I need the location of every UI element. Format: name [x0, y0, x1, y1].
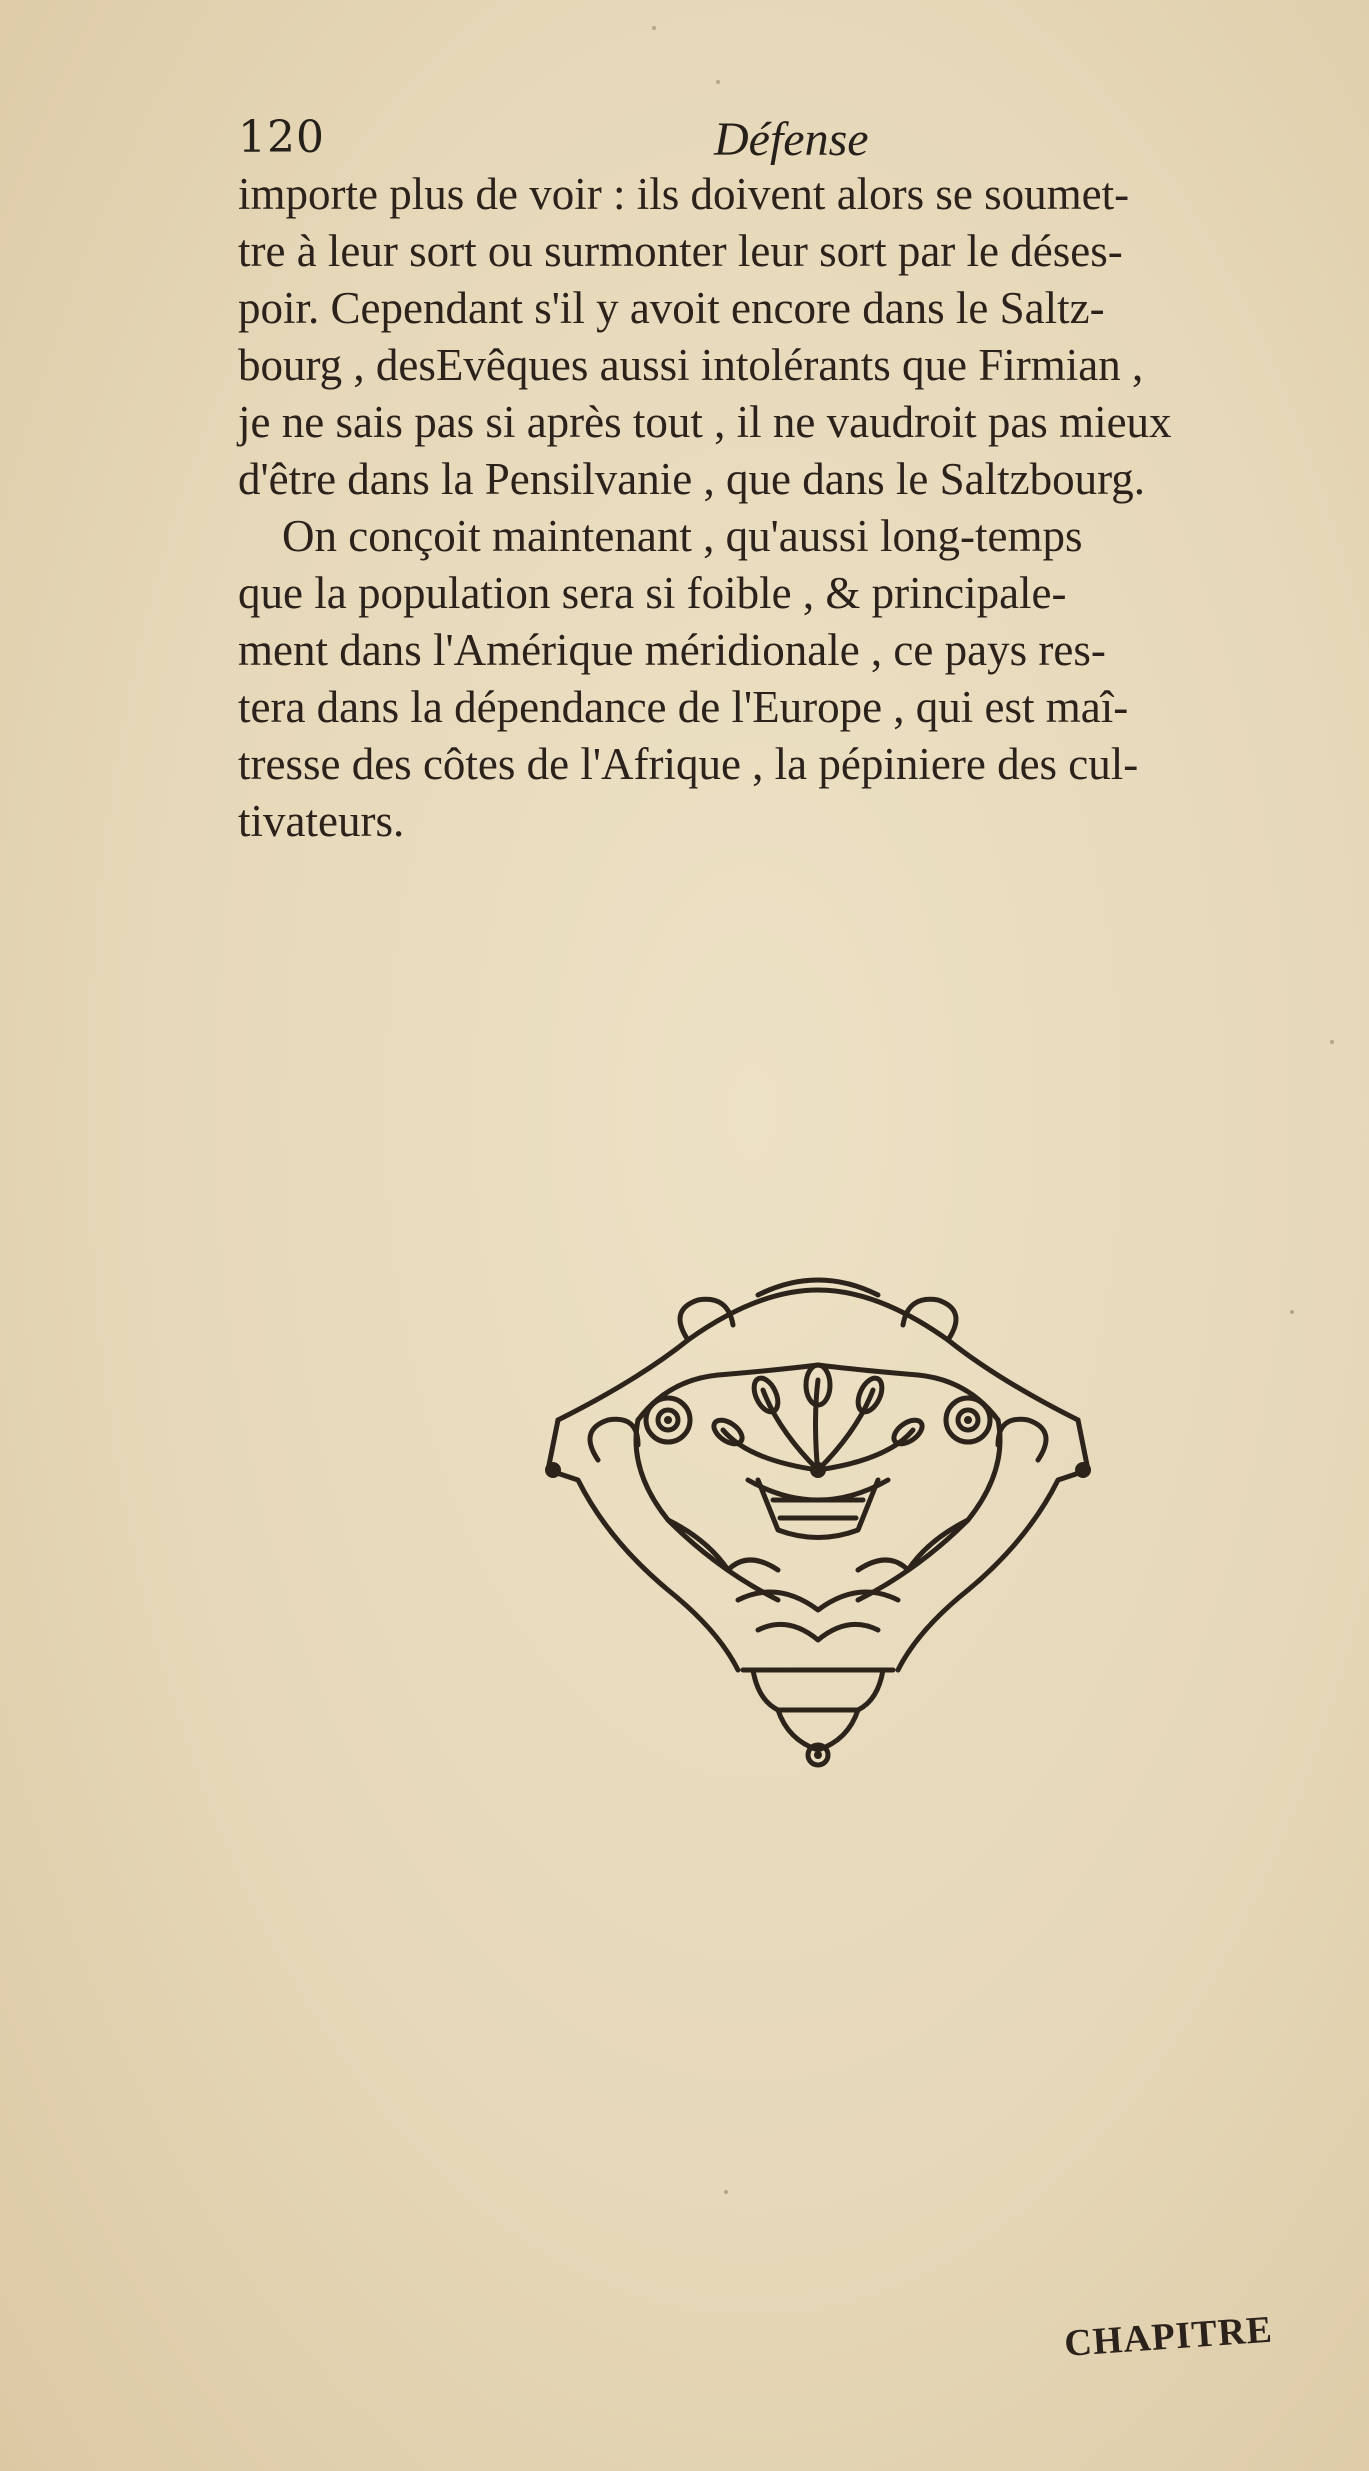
catchword: CHAPITRE [1063, 2308, 1275, 2366]
text-line: tre à leur sort ou surmonter leur sort par le déses- [238, 226, 1123, 276]
text-line: je ne sais pas si après tout , il ne vaudroit pas mieux [238, 397, 1172, 447]
floral-vignette-icon [518, 1270, 1118, 1770]
text-line: tivateurs. [238, 796, 405, 846]
paper-speck [1330, 1040, 1334, 1044]
text-line: que la population sera si foible , & principale- [238, 568, 1067, 618]
text-line: tresse des côtes de l'Afrique , la pépiniere des cul- [238, 739, 1139, 789]
running-title: Défense [714, 113, 869, 166]
text-line: importe plus de voir : ils doivent alors se soumet- [238, 169, 1130, 219]
text-line: ment dans l'Amérique méridionale , ce pays res- [238, 625, 1106, 675]
text-line: bourg , desEvêques aussi intolérants que Firmian , [238, 340, 1144, 390]
text-line: On conçoit maintenant , qu'aussi long-temps [282, 511, 1083, 561]
paper-speck [652, 26, 656, 30]
paper-speck [1290, 1310, 1294, 1314]
text-line: d'être dans la Pensilvanie , que dans le Saltzbourg. [238, 454, 1146, 504]
text-line: tera dans la dépendance de l'Europe , qui est maî- [238, 682, 1129, 732]
paper-speck [724, 2190, 728, 2194]
page-header [238, 112, 918, 172]
paper-speck [716, 80, 720, 84]
text-line: poir. Cependant s'il y avoit encore dans le Saltz- [238, 283, 1105, 333]
page-number: 120 [238, 112, 325, 163]
